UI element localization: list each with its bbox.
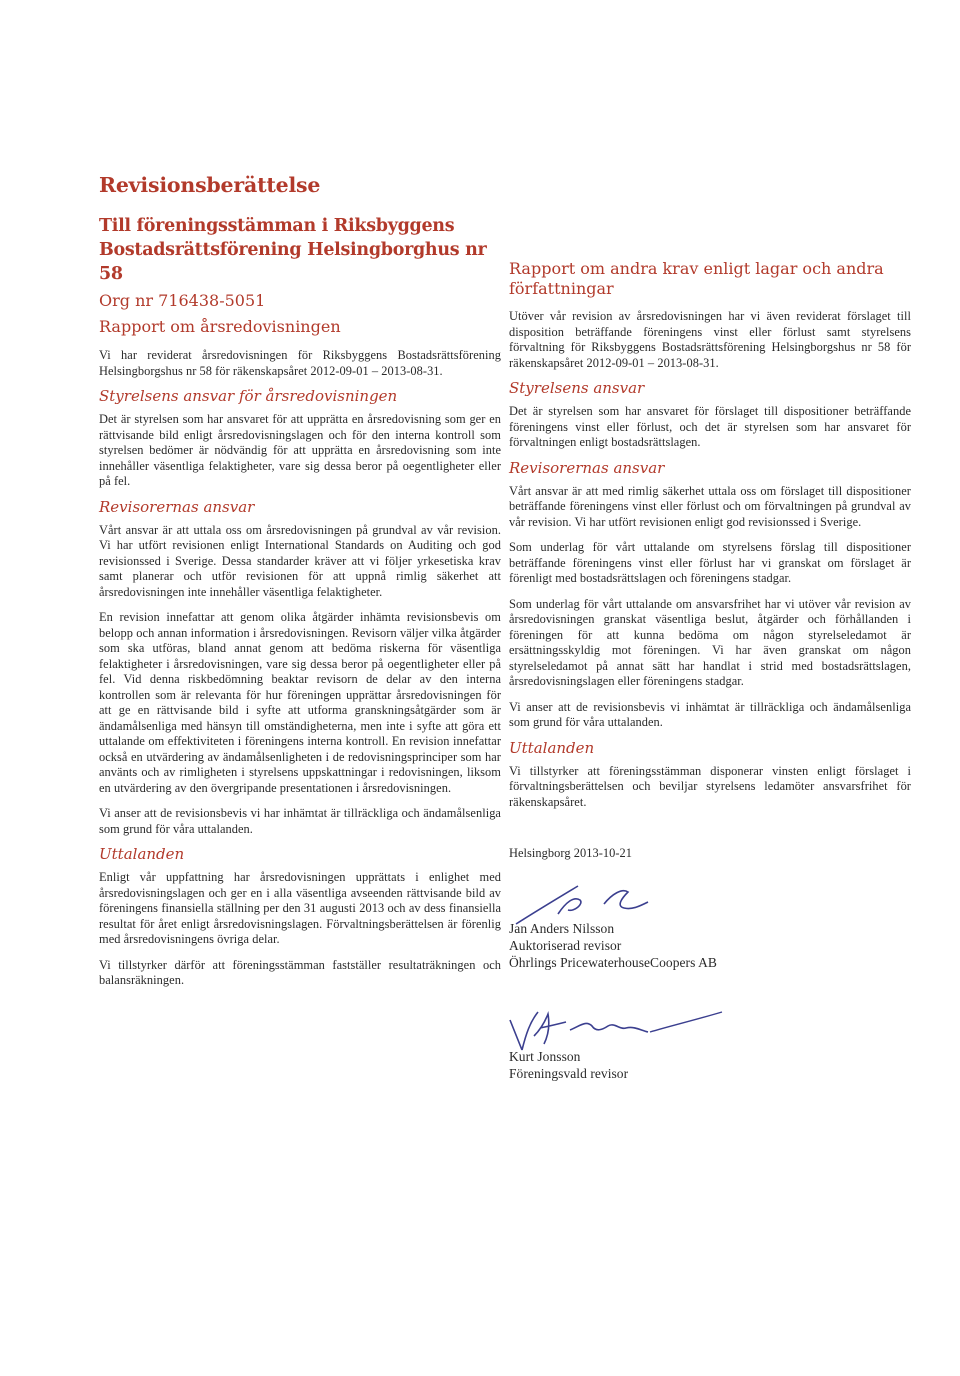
signatory-2-name: Kurt Jonsson <box>509 1049 581 1064</box>
auditor-responsibility-text-2-2: Som underlag för vårt uttalande om styrelsens förslag till dispositioner beträffande föreningens vinst eller förlust har vi granskat om förslaget är förenligt med bostadsrättslagen och föreningens stadgar. <box>509 540 911 585</box>
statements-text-2: Vi tillstyrker därför att föreningsstämman fastställer resultaträkningen och balansräkningen. <box>99 957 501 987</box>
other-requirements-heading: Rapport om andra krav enligt lagar och andra författningar <box>509 259 884 298</box>
statements-heading-2: Uttalanden <box>509 738 595 757</box>
board-responsibility-text-2: Det är styrelsen som har ansvaret för förslaget till dispositioner beträffande föreningens vinst eller förlust, och det är styrelsen som har ansvaret för förvaltningen enligt bostadsrättslagen. <box>509 404 911 449</box>
signatory-1-firm: Öhrlings PricewaterhouseCoopers AB <box>509 955 717 970</box>
place-and-date: Helsingborg 2013-10-21 <box>509 846 633 860</box>
signatory-2-block <box>509 1048 889 1082</box>
board-responsibility-heading: Styrelsens ansvar för årsredovisningen <box>99 387 398 405</box>
annual-report-intro: Vi har reviderat årsredovisningen för Riksbyggens Bostadsrättsförening Helsingborgshus nr 58 för räkenskapsåret 2012-09-01 – 2013-08-31. <box>99 348 501 378</box>
board-responsibility-heading-2: Styrelsens ansvar <box>509 379 645 397</box>
signatory-1-role: Auktoriserad revisor <box>509 938 622 953</box>
auditor-responsibility-text-1: Vårt ansvar är att uttala oss om årsredovisningen på grundval av vår revision. Vi har utfört revisionen enligt International Standards on Auditing och god revisionssed i Sverige. Dessa standarder kräver att vi följer yrkesetiska krav samt planerar och utför revisionen för att uppnå rimlig säkerhet att årsredovisningen inte innehåller väsentliga felaktigheter. <box>99 522 501 599</box>
statements-text-1: Enligt vår uppfattning har årsredovisningen upprättats i enlighet med årsredovisningslagen och ger en i alla väsentliga avseenden rättvisande bild av föreningens finansiella ställning per den 31 augusti 2013 och av dess finansiella resultat för året enligt årsredovisningslagen. Förvaltningsberättelsen är förenlig med årsredovisningens övriga delar. <box>99 870 501 946</box>
left-column <box>99 172 501 996</box>
signatory-1-block <box>509 920 889 971</box>
right-column <box>509 259 911 817</box>
auditor-responsibility-heading: Revisorernas ansvar <box>99 497 255 516</box>
statements-text-2-1: Vi tillstyrker att föreningsstämman disponerar vinsten enligt förslaget i förvaltningsberättelsen och beviljar styrelsens ledamöter ansvarsfrihet för räkenskapsåret. <box>509 763 911 809</box>
annual-report-heading: Rapport om årsredovisningen <box>99 317 341 336</box>
signatory-1-name: Jan Anders Nilsson <box>509 921 615 936</box>
auditor-responsibility-text-2-3: Som underlag för vårt uttalande om ansvarsfrihet har vi utöver vår revision av årsredovisningen granskat väsentliga beslut, åtgärder och förhållanden i föreningen för att kunna bedöma om någon styrelseledamot är ersättningsskyldig mot föreningen. Vi har även granskat om någon styrelseledamot på annat sätt har handlat i strid med bostadsrättslagen, årsredovisningslagen eller föreningens stadgar. <box>509 596 911 688</box>
other-requirements-intro: Utöver vår revision av årsredovisningen har vi även reviderat förslaget till disposition beträffande föreningens vinst eller förlust samt styrelsens förvaltning för Riksbyggens Bostadsrättsförening Helsingborgshus nr 58 för räkenskapsåret 2012-09-01 – 2013-08-31. <box>509 309 911 370</box>
document-title: Revisionsberättelse <box>99 173 321 197</box>
auditor-responsibility-text-2-4: Vi anser att de revisionsbevis vi inhämtat är tillräckliga och ändamålsenliga som grund för våra uttalanden. <box>509 699 911 729</box>
auditor-responsibility-text-2-1: Vårt ansvar är att med rimlig säkerhet uttala oss om förslaget till dispositioner beträffande föreningens vinst eller förlust och om förvaltningen på grundval av vår revision. Vi har utfört revisionen enligt god revisionssed i Sverige. <box>509 483 911 529</box>
auditor-responsibility-heading-2: Revisorernas ansvar <box>509 458 665 477</box>
place-date-block <box>509 845 889 862</box>
statements-heading: Uttalanden <box>99 845 185 863</box>
board-responsibility-text: Det är styrelsen som har ansvaret för att upprätta en årsredovisning som ger en rättvisande bild enligt årsredovisningslagen och för den interna kontroll som styrelsen bedömer är nödvändig för att upprätta en årsredovisning som inte innehåller väsentliga felaktigheter, vare sig dessa beror på oegentligheter eller på fel. <box>99 412 501 488</box>
auditor-responsibility-text-2: En revision innefattar att genom olika åtgärder inhämta revisionsbevis om belopp och annan information i årsredovisningen. Revisorn väljer vilka åtgärder som ska utföras, bland annat genom att bedöma riskerna för väsentliga felaktigheter i årsredovisningen, vare sig dessa beror på oegentligheter eller på fel. Vid denna riskbedömning beaktar revisorn de delar av den interna kontrollen som är relevanta för hur föreningen upprättar årsredovisningen för att ge en rättvisande bild i syfte att utforma granskningsåtgärder som är ändamålsenliga med hänsyn till omständigheterna, men inte i syfte att göra ett uttalande om effektiviteten i föreningens interna kontroll. En revision innefattar också en utvärdering av ändamålsenligheten i de redovisningsprinciper som har använts och av rimligheten i styrelsens uppskattningar i redovisningen, liksom en utvärdering av den övergripande presentationen i årsredovisningen. <box>99 610 501 795</box>
org-number: Org nr 716438-5051 <box>99 291 266 310</box>
auditor-responsibility-text-3: Vi anser att de revisionsbevis vi har inhämtat är tillräckliga och ändamålsenliga som grund för våra uttalanden. <box>99 806 501 836</box>
signatory-2-role: Föreningsvald revisor <box>509 1066 629 1081</box>
addressee-heading: Till föreningsstämman i Riksbyggens Bostadsrättsförening Helsingborghus nr 58 <box>99 216 487 284</box>
